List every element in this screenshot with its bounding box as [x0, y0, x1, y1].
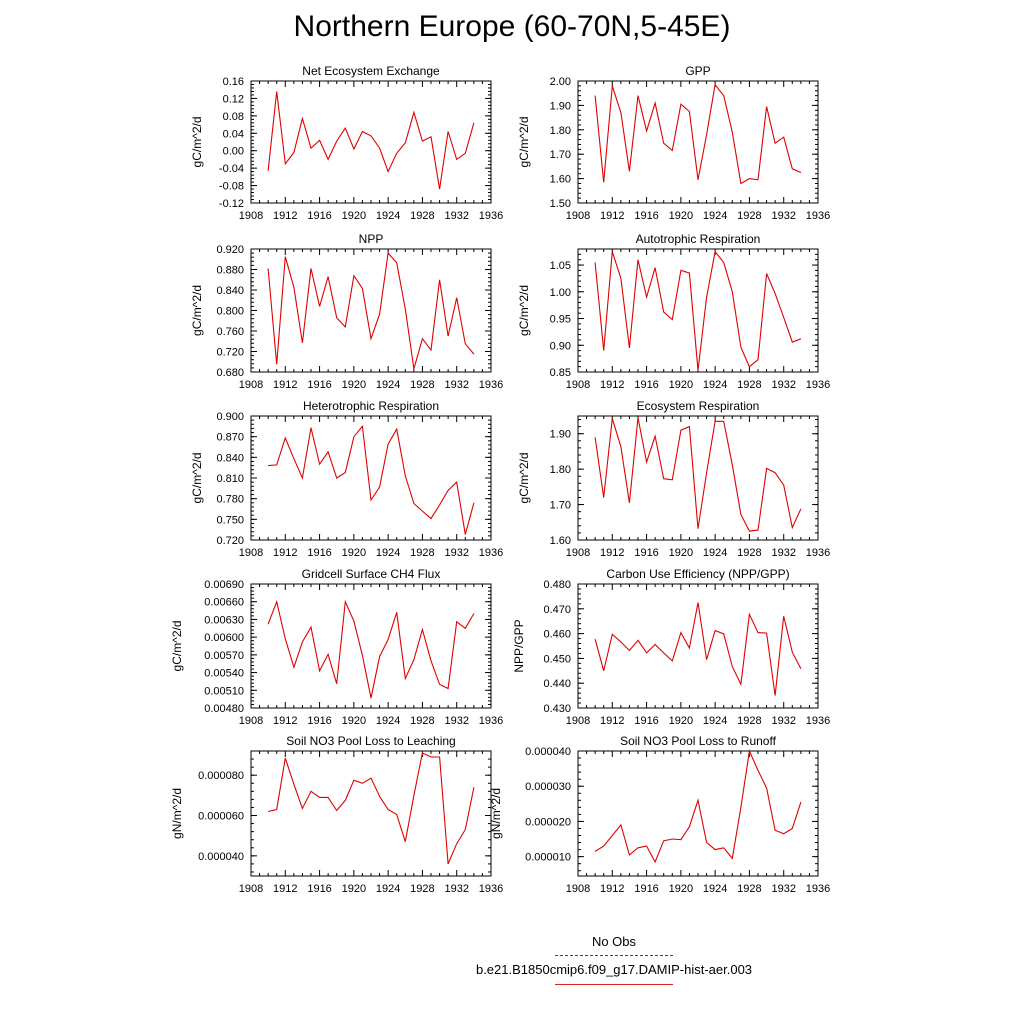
panel-title: Autotrophic Respiration	[635, 232, 761, 246]
y-tick-label: 0.880	[216, 264, 244, 277]
y-tick-label: 0.00	[222, 145, 244, 158]
x-tick-label: 1908	[238, 715, 264, 727]
series-line-gridcell-surface-ch4-flux	[268, 602, 474, 698]
y-axis-label: gC/m^2/d	[517, 285, 531, 336]
x-tick-label: 1928	[737, 547, 762, 559]
panel-title: Ecosystem Respiration	[636, 399, 760, 413]
x-tick-label: 1924	[375, 210, 401, 222]
series-line-gpp	[595, 85, 801, 184]
y-tick-label: 0.00480	[204, 703, 244, 715]
y-tick-label: 0.680	[216, 367, 244, 379]
y-tick-label: 0.800	[216, 305, 244, 318]
series-line-soil-no3-pool-loss-to-leaching	[268, 753, 474, 864]
y-tick-label: 1.05	[549, 260, 571, 273]
x-tick-label: 1920	[668, 883, 694, 895]
y-tick-label: 1.50	[549, 198, 571, 210]
y-tick-label: 0.00600	[204, 632, 244, 645]
y-tick-label: -0.12	[218, 198, 244, 210]
x-tick-label: 1932	[771, 715, 796, 727]
y-tick-label: -0.08	[218, 180, 244, 193]
x-tick-label: 1920	[341, 379, 367, 391]
x-tick-label: 1908	[238, 547, 264, 559]
y-tick-label: 0.720	[216, 346, 244, 359]
y-axis-label: gC/m^2/d	[190, 116, 204, 168]
legend-label-model: b.e21.B1850cmip6.f09_g17.DAMIP-hist-aer.003	[475, 962, 753, 977]
x-tick-label: 1924	[702, 715, 728, 727]
y-tick-label: 0.000080	[198, 770, 244, 783]
x-tick-label: 1924	[375, 379, 401, 391]
x-tick-label: 1912	[273, 883, 298, 895]
y-tick-label: -0.04	[218, 163, 244, 176]
y-tick-label: 2.00	[549, 76, 571, 88]
plot-frame	[251, 416, 491, 540]
y-tick-label: 0.00510	[204, 685, 244, 698]
y-tick-label: 1.60	[549, 535, 571, 547]
x-tick-label: 1908	[238, 379, 264, 391]
y-tick-label: 0.00630	[204, 614, 244, 627]
x-tick-label: 1916	[307, 210, 332, 222]
y-axis-label: gC/m^2/d	[190, 285, 204, 336]
x-tick-label: 1908	[238, 210, 264, 222]
x-tick-label: 1924	[375, 547, 401, 559]
y-tick-label: 0.780	[216, 493, 244, 506]
plot-frame	[578, 81, 818, 203]
x-tick-label: 1932	[771, 547, 796, 559]
x-tick-label: 1928	[410, 883, 435, 895]
y-axis-label: gC/m^2/d	[517, 452, 531, 504]
x-tick-label: 1916	[634, 715, 659, 727]
x-tick-label: 1920	[668, 715, 694, 727]
panel-net-ecosystem-exchange	[190, 64, 503, 222]
y-tick-label: 0.810	[216, 473, 244, 485]
panel-gridcell-surface-ch4-flux	[170, 567, 503, 727]
y-tick-label: 0.000030	[525, 781, 571, 794]
x-tick-label: 1912	[273, 210, 298, 222]
plot-frame	[578, 751, 818, 876]
x-tick-label: 1928	[410, 210, 435, 222]
x-tick-label: 1920	[341, 883, 367, 895]
x-tick-label: 1916	[634, 210, 659, 222]
y-tick-label: 0.470	[543, 603, 571, 616]
x-tick-label: 1932	[771, 210, 796, 222]
x-tick-label: 1936	[478, 210, 504, 222]
x-tick-label: 1932	[444, 715, 469, 727]
x-tick-label: 1932	[444, 547, 469, 559]
x-tick-label: 1924	[702, 883, 728, 895]
y-tick-label: 0.460	[543, 628, 571, 641]
y-tick-label: 1.60	[549, 173, 571, 186]
panel-soil-no3-pool-loss-to-leaching	[170, 734, 503, 895]
x-tick-label: 1912	[600, 883, 625, 895]
legend-line-no-obs	[555, 955, 673, 956]
y-tick-label: 0.900	[216, 411, 244, 423]
y-tick-label: 1.00	[549, 286, 571, 299]
x-tick-label: 1912	[273, 715, 298, 727]
x-tick-label: 1924	[702, 379, 728, 391]
x-tick-label: 1916	[307, 715, 332, 727]
y-tick-label: 1.90	[549, 428, 571, 441]
x-tick-label: 1912	[600, 379, 625, 391]
y-tick-label: 0.840	[216, 285, 244, 297]
series-line-ecosystem-respiration	[595, 418, 801, 531]
x-tick-label: 1908	[565, 715, 591, 727]
x-tick-label: 1932	[771, 379, 796, 391]
y-tick-label: 0.85	[549, 367, 571, 379]
x-tick-label: 1920	[341, 210, 367, 222]
x-tick-label: 1924	[702, 210, 728, 222]
x-tick-label: 1908	[565, 547, 591, 559]
series-line-npp	[268, 253, 474, 369]
x-tick-label: 1912	[600, 715, 625, 727]
x-tick-label: 1932	[444, 883, 469, 895]
y-axis-label: gN/m^2/d	[170, 788, 184, 839]
y-tick-label: 0.720	[216, 535, 244, 547]
x-tick-label: 1924	[375, 715, 401, 727]
x-tick-label: 1928	[410, 715, 435, 727]
y-tick-label: 0.920	[216, 244, 244, 256]
panel-title: NPP	[358, 232, 384, 246]
x-tick-label: 1936	[805, 715, 831, 727]
panel-autotrophic-respiration	[517, 232, 830, 391]
y-tick-label: 0.16	[222, 76, 244, 88]
y-tick-label: 0.760	[216, 326, 244, 338]
x-tick-label: 1936	[478, 883, 504, 895]
y-tick-label: 0.000020	[525, 816, 571, 829]
x-tick-label: 1916	[307, 379, 332, 391]
x-tick-label: 1908	[565, 210, 591, 222]
x-tick-label: 1920	[341, 715, 367, 727]
panel-heterotrophic-respiration	[190, 399, 503, 559]
x-tick-label: 1920	[668, 547, 694, 559]
x-tick-label: 1916	[634, 883, 659, 895]
y-axis-label: gC/m^2/d	[190, 452, 204, 504]
panel-ecosystem-respiration	[517, 399, 830, 559]
x-tick-label: 1920	[341, 547, 367, 559]
y-tick-label: 1.70	[549, 499, 571, 512]
x-tick-label: 1928	[737, 883, 762, 895]
plot-frame	[578, 249, 818, 372]
y-axis-label: gN/m^2/d	[489, 788, 503, 839]
x-tick-label: 1932	[771, 883, 796, 895]
panel-title: Carbon Use Efficiency (NPP/GPP)	[606, 567, 790, 581]
y-axis-label: NPP/GPP	[512, 619, 526, 673]
y-tick-label: 0.450	[543, 653, 571, 666]
x-tick-label: 1912	[273, 547, 298, 559]
y-tick-label: 0.000010	[525, 851, 571, 864]
x-tick-label: 1936	[805, 210, 831, 222]
y-tick-label: 1.80	[549, 464, 571, 477]
y-tick-label: 0.08	[222, 110, 244, 123]
y-tick-label: 0.480	[543, 579, 571, 591]
x-tick-label: 1932	[444, 210, 469, 222]
series-line-autotrophic-respiration	[595, 252, 801, 371]
y-tick-label: 0.90	[549, 340, 571, 353]
y-tick-label: 0.000040	[525, 746, 571, 758]
legend-label-no-obs: No Obs	[591, 934, 637, 949]
y-tick-label: 0.00690	[204, 579, 244, 591]
y-tick-label: 0.000060	[198, 810, 244, 823]
y-tick-label: 0.12	[222, 93, 244, 106]
x-tick-label: 1924	[702, 547, 728, 559]
series-line-soil-no3-pool-loss-to-runoff	[595, 751, 801, 862]
legend-line-model	[555, 984, 673, 985]
x-tick-label: 1912	[273, 379, 298, 391]
plot-frame	[251, 751, 491, 876]
panel-soil-no3-pool-loss-to-runoff	[489, 734, 830, 895]
y-tick-label: 0.430	[543, 703, 571, 715]
y-tick-label: 0.870	[216, 431, 244, 444]
panel-carbon-use-efficiency-npp-gpp	[512, 567, 830, 727]
panel-npp	[190, 232, 503, 391]
y-tick-label: 1.80	[549, 124, 571, 137]
series-line-net-ecosystem-exchange	[268, 92, 474, 190]
x-tick-label: 1936	[805, 883, 831, 895]
x-tick-label: 1912	[600, 210, 625, 222]
x-tick-label: 1936	[478, 715, 504, 727]
x-tick-label: 1908	[565, 883, 591, 895]
series-line-heterotrophic-respiration	[268, 426, 474, 534]
x-tick-label: 1936	[478, 547, 504, 559]
plot-frame	[251, 81, 491, 203]
y-tick-label: 0.95	[549, 313, 571, 326]
y-tick-label: 1.70	[549, 149, 571, 162]
x-tick-label: 1908	[565, 379, 591, 391]
y-axis-label: gC/m^2/d	[517, 116, 531, 168]
x-tick-label: 1924	[375, 883, 401, 895]
plot-frame	[251, 249, 491, 372]
y-tick-label: 1.90	[549, 100, 571, 113]
y-tick-label: 0.840	[216, 452, 244, 465]
x-tick-label: 1936	[478, 379, 504, 391]
x-tick-label: 1928	[737, 210, 762, 222]
y-tick-label: 0.000040	[198, 850, 244, 863]
x-tick-label: 1908	[238, 883, 264, 895]
panel-title: Net Ecosystem Exchange	[302, 64, 440, 78]
x-tick-label: 1928	[410, 547, 435, 559]
x-tick-label: 1928	[737, 379, 762, 391]
plot-frame	[578, 416, 818, 540]
figure-title: Northern Europe (60-70N,5-45E)	[293, 10, 731, 43]
series-line-carbon-use-efficiency-npp-gpp	[595, 603, 801, 696]
y-tick-label: 0.04	[222, 128, 244, 141]
x-tick-label: 1936	[805, 379, 831, 391]
panel-title: GPP	[685, 64, 711, 78]
panel-title: Soil NO3 Pool Loss to Leaching	[286, 734, 456, 748]
x-tick-label: 1932	[444, 379, 469, 391]
y-tick-label: 0.00540	[204, 667, 244, 680]
x-tick-label: 1928	[737, 715, 762, 727]
x-tick-label: 1920	[668, 379, 694, 391]
y-tick-label: 0.00570	[204, 649, 244, 662]
panel-title: Heterotrophic Respiration	[302, 399, 440, 413]
x-tick-label: 1928	[410, 379, 435, 391]
x-tick-label: 1916	[307, 547, 332, 559]
panel-title: Soil NO3 Pool Loss to Runoff	[620, 734, 776, 748]
x-tick-label: 1916	[634, 379, 659, 391]
x-tick-label: 1936	[805, 547, 831, 559]
panel-gpp	[517, 64, 830, 222]
panel-title: Gridcell Surface CH4 Flux	[301, 567, 441, 581]
y-tick-label: 0.00660	[204, 596, 244, 609]
x-tick-label: 1912	[600, 547, 625, 559]
y-tick-label: 0.750	[216, 514, 244, 527]
y-tick-label: 0.440	[543, 678, 571, 691]
x-tick-label: 1916	[634, 547, 659, 559]
y-axis-label: gC/m^2/d	[170, 620, 184, 672]
x-tick-label: 1916	[307, 883, 332, 895]
x-tick-label: 1920	[668, 210, 694, 222]
